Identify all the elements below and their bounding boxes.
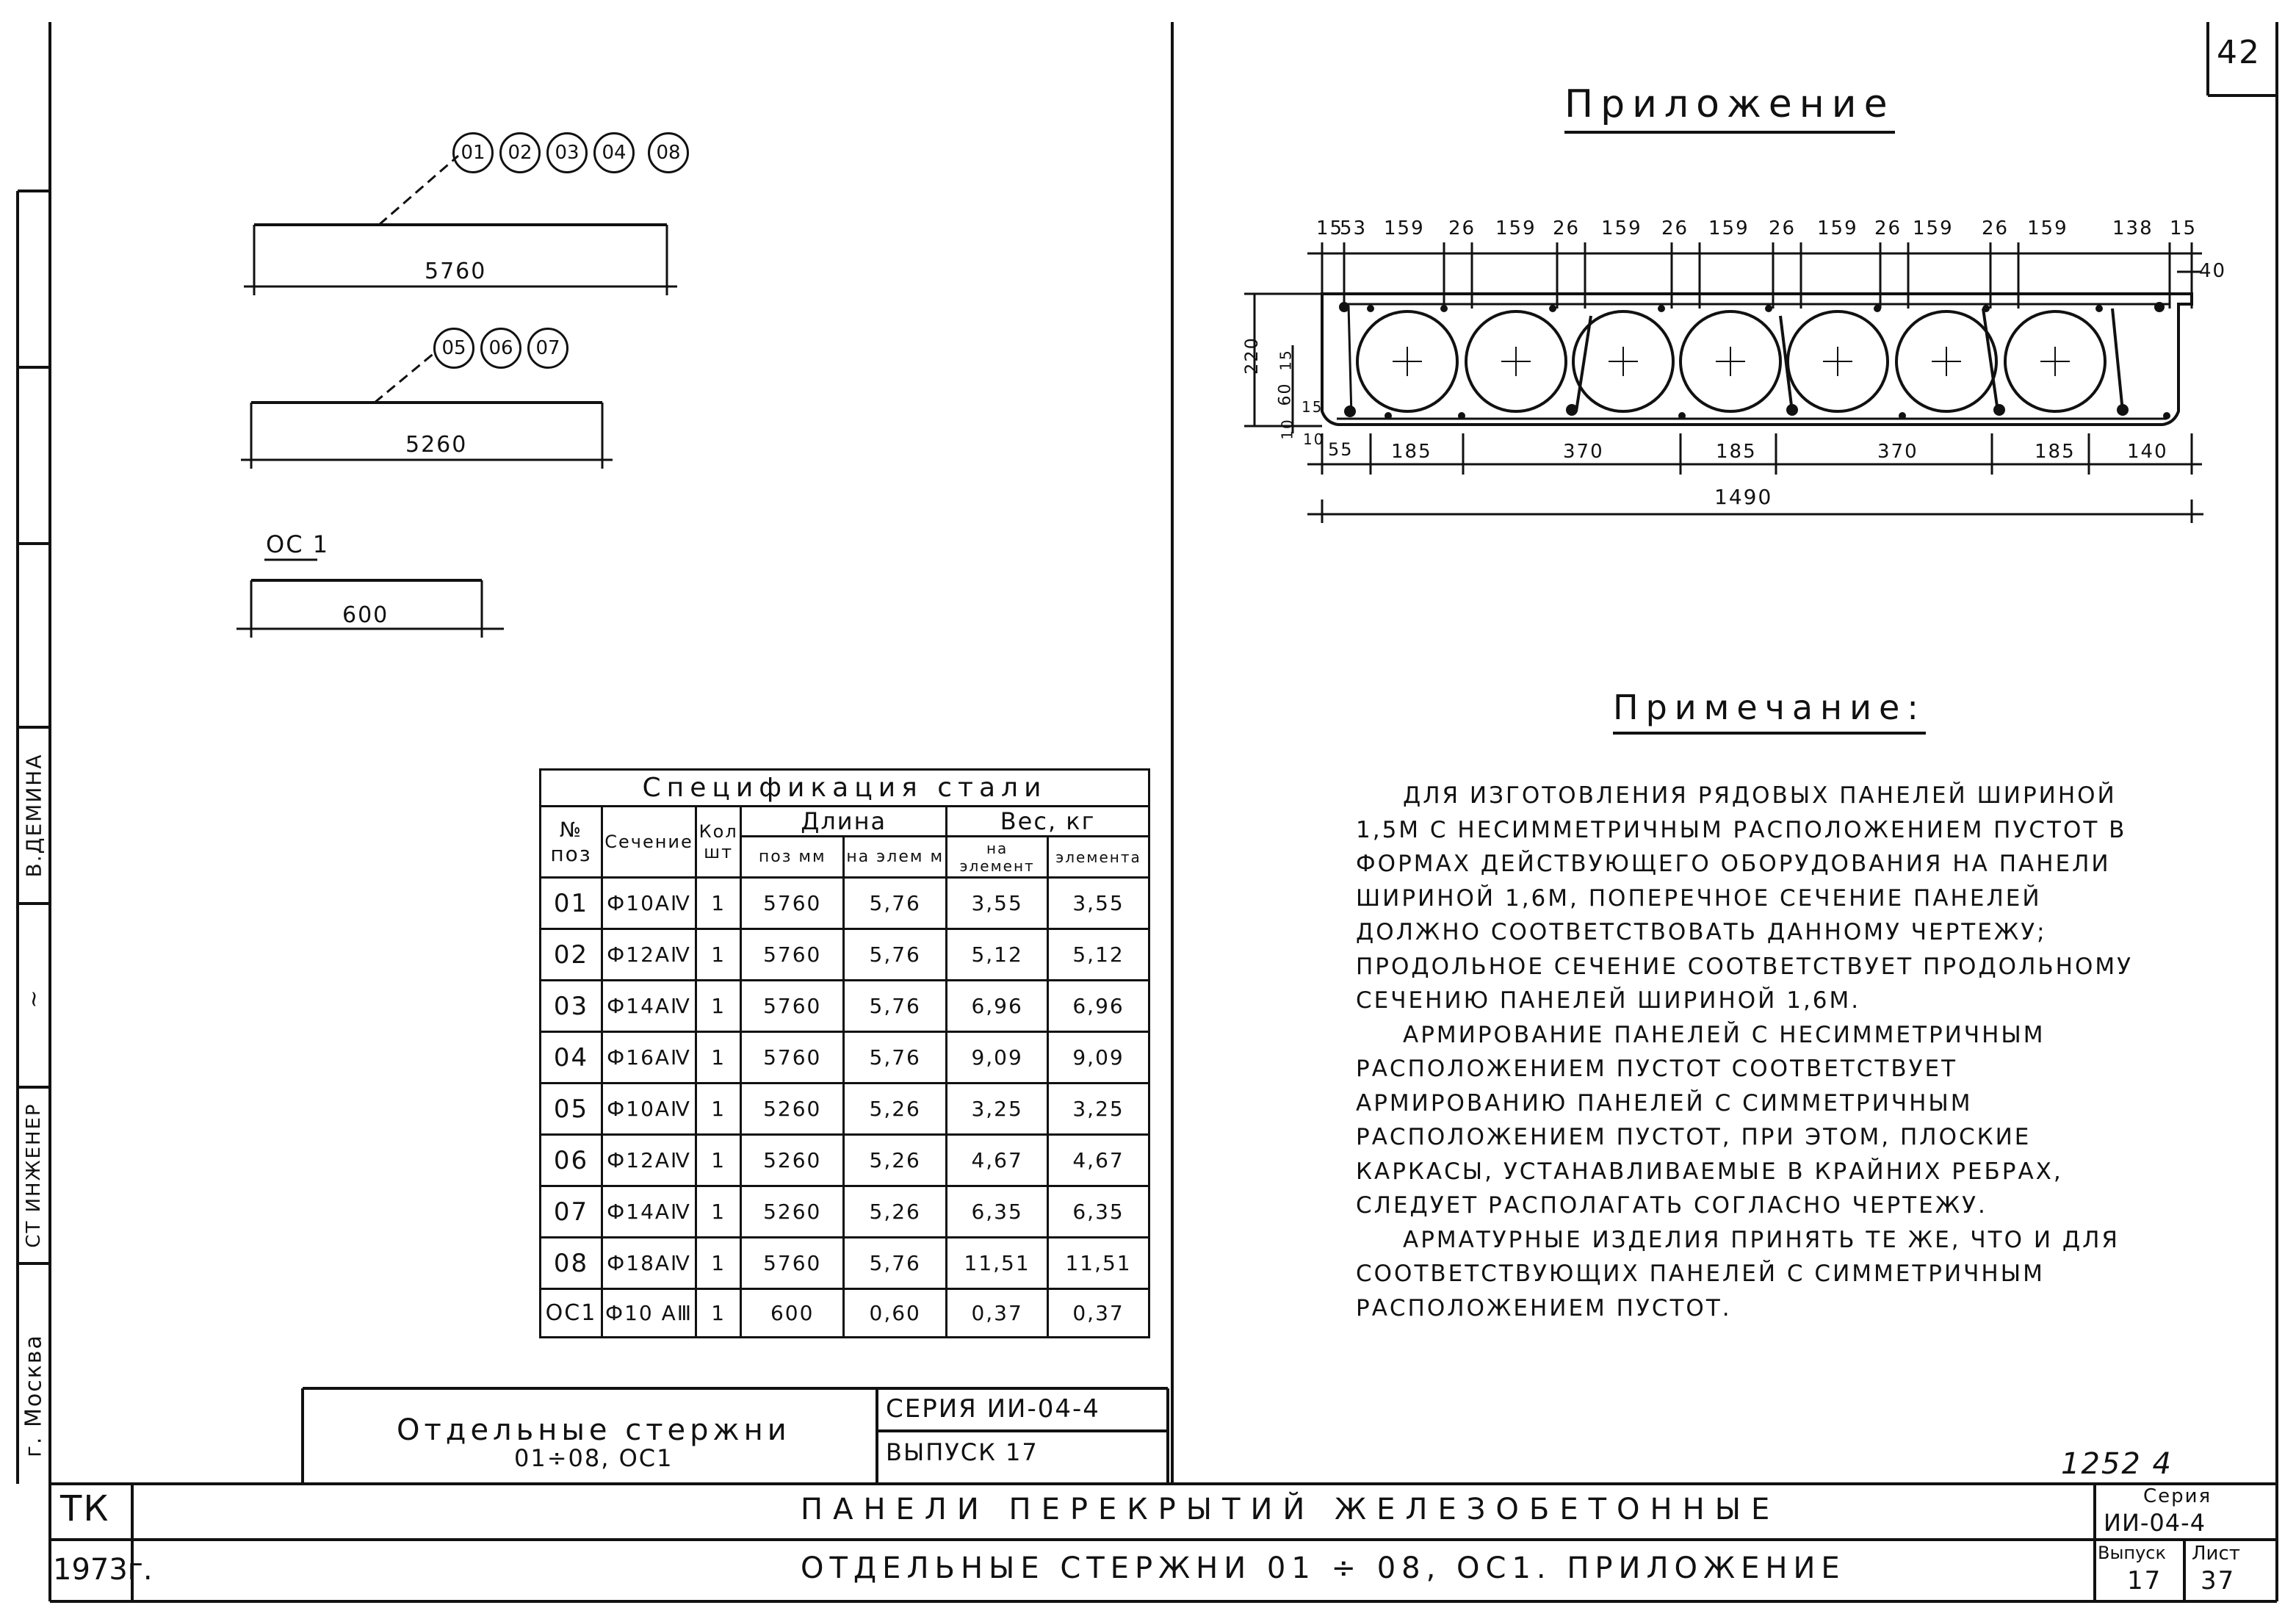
dim-label: 26: [1661, 217, 1689, 239]
cell-poz: 07: [541, 1186, 602, 1238]
dim-label: 138: [2112, 217, 2154, 239]
table-row: [541, 929, 1149, 981]
cell-m: 5,76: [844, 1032, 947, 1083]
cell-section: Ф10АⅣ: [602, 878, 696, 929]
table-row: [541, 1238, 1149, 1289]
dim-label: 185: [1391, 441, 1432, 463]
cell-weight-tot: 6,96: [1048, 981, 1149, 1032]
position-marker: 03: [546, 132, 588, 173]
cell-m: 5,26: [844, 1083, 947, 1135]
side-signature: ~: [21, 989, 47, 1009]
dim-label: 159: [1913, 217, 1954, 239]
dim-label: 26: [1448, 217, 1476, 239]
dim-label: 10: [1278, 418, 1296, 440]
dim-label: 15: [1316, 217, 1344, 239]
cell-weight-tot: 5,12: [1048, 929, 1149, 981]
table-row: [541, 1135, 1149, 1186]
col-header-wt-el: на элемент: [947, 837, 1048, 878]
cell-mm: 5760: [741, 1032, 844, 1083]
cell-section: Ф14АⅣ: [602, 1186, 696, 1238]
dim-label: 60: [1276, 382, 1295, 406]
bar-length-600: 600: [342, 602, 389, 628]
col-header-wt-tot: элемента: [1048, 837, 1149, 878]
col-header-len-poz: поз мм: [741, 837, 844, 878]
table-row: [541, 878, 1149, 929]
dim-label: 15: [1302, 398, 1324, 416]
spec-title: Спецификация стали: [541, 770, 1149, 807]
appendix-title: Приложение: [1564, 82, 1895, 134]
cell-mm: 5760: [741, 1238, 844, 1289]
cell-poz: 08: [541, 1238, 602, 1289]
cell-section: Ф10АⅣ: [602, 1083, 696, 1135]
note-title: Примечание:: [1613, 688, 1926, 735]
note-paragraph: АРМАТУРНЫЕ ИЗДЕЛИЯ ПРИНЯТЬ ТЕ ЖЕ, ЧТО И ДЛЯ СООТВЕТСТВУЮЩИХ ПАНЕЛЕЙ С СИММЕТРИЧНЫМ РАСПОЛОЖЕНИЕМ ПУСТОТ.: [1356, 1226, 2120, 1321]
dim-label: 159: [1601, 217, 1642, 239]
dim-label: 370: [1563, 441, 1604, 463]
cell-m: 5,76: [844, 929, 947, 981]
issue-label: Выпуск: [2098, 1543, 2166, 1563]
dim-label: 26: [1982, 217, 2010, 239]
table-row: [541, 1032, 1149, 1083]
cell-weight-el: 0,37: [947, 1289, 1048, 1338]
dim-label: 10: [1303, 430, 1325, 448]
cell-weight-el: 3,25: [947, 1083, 1048, 1135]
cell-m: 5,26: [844, 1135, 947, 1186]
cell-qty: 1: [696, 1083, 741, 1135]
sheet-number: 42: [2217, 34, 2261, 71]
position-marker: 05: [433, 328, 474, 369]
cell-section: Ф12АⅣ: [602, 1135, 696, 1186]
year: 1973г.: [53, 1553, 153, 1587]
col-header-weight: Вес, кг: [947, 807, 1149, 837]
cell-mm: 5760: [741, 929, 844, 981]
org-code: ТК: [60, 1488, 110, 1529]
position-marker: 07: [527, 328, 568, 369]
sheet-value: 37: [2201, 1566, 2236, 1595]
cell-weight-tot: 0,37: [1048, 1289, 1149, 1338]
position-marker: 02: [499, 132, 541, 173]
dim-label: 370: [1877, 441, 1918, 463]
cell-m: 5,26: [844, 1186, 947, 1238]
cell-m: 5,76: [844, 981, 947, 1032]
col-header-qty: Кол шт: [696, 807, 741, 878]
cell-weight-el: 3,55: [947, 878, 1048, 929]
cell-poz: 06: [541, 1135, 602, 1186]
cell-section: Ф12АⅣ: [602, 929, 696, 981]
dim-label: 185: [1716, 441, 1757, 463]
col-header-poz: № поз: [541, 807, 602, 878]
series-value: ИИ-04-4: [2104, 1509, 2206, 1537]
cell-weight-tot: 3,55: [1048, 878, 1149, 929]
cell-mm: 5260: [741, 1186, 844, 1238]
dim-label-right: 40: [2199, 260, 2227, 282]
table-row: [541, 981, 1149, 1032]
dim-label: 26: [1769, 217, 1797, 239]
dim-label: 159: [1708, 217, 1750, 239]
cell-weight-el: 11,51: [947, 1238, 1048, 1289]
cell-m: 5,76: [844, 1238, 947, 1289]
cell-weight-el: 4,67: [947, 1135, 1048, 1186]
cell-qty: 1: [696, 1238, 741, 1289]
cell-mm: 5760: [741, 878, 844, 929]
cell-weight-el: 9,09: [947, 1032, 1048, 1083]
cell-poz: 05: [541, 1083, 602, 1135]
dim-label: 220: [1241, 336, 1262, 375]
cell-poz: ОС1: [541, 1289, 602, 1338]
series-label: Серия: [2143, 1485, 2212, 1507]
dim-label: 159: [1384, 217, 1425, 239]
stamp-subtitle: 01÷08, ОС1: [514, 1444, 674, 1472]
cell-qty: 1: [696, 878, 741, 929]
dim-label: 159: [1495, 217, 1537, 239]
note-body: [1356, 779, 2156, 1325]
side-city: г. Москва: [21, 1334, 47, 1457]
cell-qty: 1: [696, 929, 741, 981]
table-row: [541, 1083, 1149, 1135]
cell-qty: 1: [696, 1289, 741, 1338]
cell-section: Ф10 АⅢ: [602, 1289, 696, 1338]
col-header-len-el: на элем м: [844, 837, 947, 878]
bar-length-5760: 5760: [425, 259, 487, 284]
position-marker: 06: [480, 328, 521, 369]
cell-qty: 1: [696, 1186, 741, 1238]
stamp-issue: ВЫПУСК 17: [886, 1438, 1039, 1466]
dim-label: 55: [1328, 439, 1354, 460]
cell-section: Ф18АⅣ: [602, 1238, 696, 1289]
cell-qty: 1: [696, 1032, 741, 1083]
cell-weight-tot: 4,67: [1048, 1135, 1149, 1186]
table-row: [541, 1289, 1149, 1338]
oc1-label: ОС 1: [266, 530, 330, 558]
table-row: [541, 1186, 1149, 1238]
dim-label: 159: [1817, 217, 1858, 239]
dim-label: 185: [2035, 441, 2076, 463]
cell-mm: 600: [741, 1289, 844, 1338]
cell-qty: 1: [696, 981, 741, 1032]
stamp-title: Отдельные стержни: [397, 1413, 791, 1447]
cell-weight-tot: 3,25: [1048, 1083, 1149, 1135]
note-paragraph: ДЛЯ ИЗГОТОВЛЕНИЯ РЯДОВЫХ ПАНЕЛЕЙ ШИРИНОЙ 1,5М С НЕСИММЕТРИЧНЫМ РАСПОЛОЖЕНИЕМ ПУСТОТ В ФОРМАХ ДЕЙСТВУЮЩЕГО ОБОРУДОВАНИЯ НА ПАНЕЛИ ШИРИНОЙ 1,6М, ПОПЕРЕЧНОЕ СЕЧЕНИЕ ПАНЕЛЕЙ ДОЛЖНО СООТВЕТСТВОВАТЬ ДАННОМУ ЧЕРТЕЖУ; ПРОДОЛЬНОЕ СЕЧЕНИЕ СООТВЕТСТВУЕТ ПРОДОЛЬНОМУ СЕЧЕНИЮ ПАНЕЛЕЙ ШИРИНОЙ 1,6М.: [1356, 782, 2134, 1014]
archive-number: 1252 4: [2061, 1447, 2173, 1481]
cell-poz: 04: [541, 1032, 602, 1083]
position-marker: 08: [648, 132, 689, 173]
steel-spec-table: [539, 768, 1150, 1338]
cell-weight-el: 6,35: [947, 1186, 1048, 1238]
dim-label: 159: [2027, 217, 2068, 239]
side-name-demina: В.ДЕМИНА: [21, 753, 46, 878]
cell-weight-tot: 9,09: [1048, 1032, 1149, 1083]
title-line-2: ОТДЕЛЬНЫЕ СТЕРЖНИ 01 ÷ 08, ОС1. ПРИЛОЖЕНИЕ: [801, 1551, 1846, 1585]
cell-weight-tot: 6,35: [1048, 1186, 1149, 1238]
position-marker: 04: [593, 132, 635, 173]
dim-label: 15: [1277, 349, 1295, 371]
title-line-1: ПАНЕЛИ ПЕРЕКРЫТИЙ ЖЕЛЕЗОБЕТОННЫЕ: [801, 1493, 1780, 1526]
cell-weight-tot: 11,51: [1048, 1238, 1149, 1289]
cell-qty: 1: [696, 1135, 741, 1186]
cell-poz: 03: [541, 981, 602, 1032]
cell-mm: 5260: [741, 1135, 844, 1186]
cell-mm: 5260: [741, 1083, 844, 1135]
bar-length-5260: 5260: [405, 432, 468, 458]
side-role-engineer: СТ ИНЖЕНЕР: [23, 1103, 45, 1248]
dim-label: 26: [1553, 217, 1581, 239]
position-marker: 01: [452, 132, 494, 173]
cell-section: Ф16АⅣ: [602, 1032, 696, 1083]
cell-m: 0,60: [844, 1289, 947, 1338]
dim-label-total: 1490: [1714, 485, 1773, 509]
dim-label: 53: [1340, 217, 1368, 239]
cell-poz: 01: [541, 878, 602, 929]
stamp-series: СЕРИЯ ИИ-04-4: [886, 1394, 1100, 1424]
col-header-section: Сечение: [602, 807, 696, 878]
cell-weight-el: 6,96: [947, 981, 1048, 1032]
issue-value: 17: [2127, 1566, 2162, 1595]
col-header-length: Длина: [741, 807, 947, 837]
cell-m: 5,76: [844, 878, 947, 929]
note-paragraph: АРМИРОВАНИЕ ПАНЕЛЕЙ С НЕСИММЕТРИЧНЫМ РАСПОЛОЖЕНИЕМ ПУСТОТ СООТВЕТСТВУЕТ АРМИРОВАНИЮ ПАНЕЛЕЙ С СИММЕТРИЧНЫМ РАСПОЛОЖЕНИЕМ ПУСТОТ, ПРИ ЭТОМ, ПЛОСКИЕ КАРКАСЫ, УСТАНАВЛИВАЕМЫЕ В КРАЙНИХ РЕБРАХ, СЛЕДУЕТ РАСПОЛАГАТЬ СОГЛАСНО ЧЕРТЕЖУ.: [1356, 1021, 2063, 1219]
dim-label: 140: [2127, 441, 2168, 463]
cell-poz: 02: [541, 929, 602, 981]
dim-label: 26: [1874, 217, 1902, 239]
cell-weight-el: 5,12: [947, 929, 1048, 981]
cell-section: Ф14АⅣ: [602, 981, 696, 1032]
dim-label: 15: [2170, 217, 2198, 239]
cell-mm: 5760: [741, 981, 844, 1032]
sheet-label: Лист: [2192, 1543, 2240, 1565]
